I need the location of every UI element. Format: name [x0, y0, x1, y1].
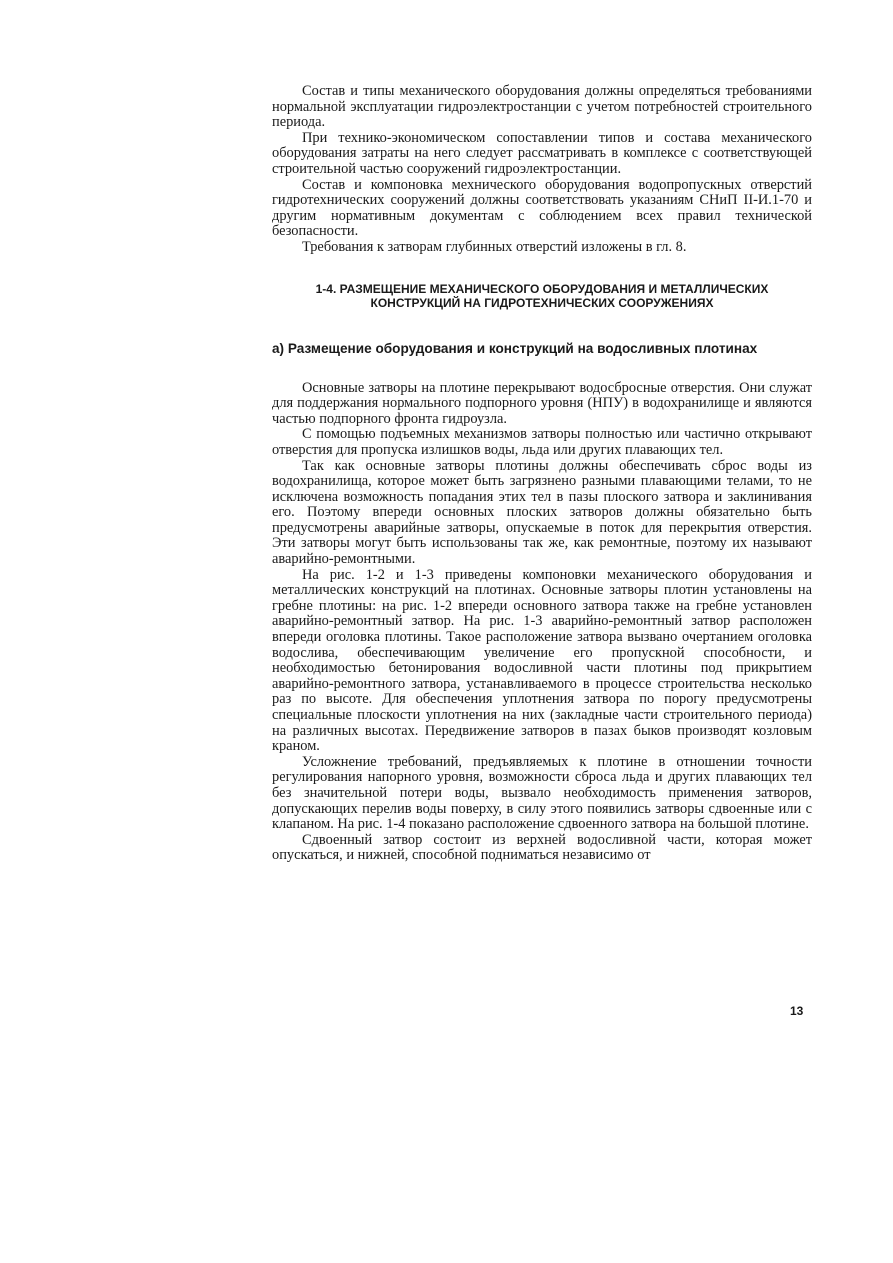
- paragraph: Основные затворы на плотине перекрывают водосбросные отверстия. Они служат для поддержания нормального подпорного уровня (НПУ) в водохранилище и являются частью подпорного фронта гидроузла.: [272, 379, 812, 427]
- paragraph: При технико-экономическом сопоставлении типов и состава механического оборудования затраты на него следует рассматривать в комплексе с соответствующей строительной частью сооружений гидроэлектростанции.: [272, 129, 812, 177]
- intro-paragraphs: [272, 84, 812, 256]
- subsection-heading: а) Размещение оборудования и конструкций на водосливных плотинах: [272, 340, 758, 356]
- paragraph: Так как основные затворы плотины должны обеспечивать сброс воды из водохранилища, которое может быть загрязнено разными плавающими телами, то не исключена возможность попадания этих тел в пазы плоского затвора и заклинивания его. Поэтому впереди основных плоских затворов должны обязательно быть предусмотрены аварийные затворы, опускаемые в поток для перекрытия отверстия. Эти затворы могут быть использованы так же, как ремонтные, поэтому их называют аварийно-ремонтными.: [272, 457, 812, 568]
- main-paragraphs: [272, 381, 812, 864]
- page-body: [272, 84, 812, 864]
- paragraph: Сдвоенный затвор состоит из верхней водосливной части, которая может опускаться, и нижней, способной подниматься независимо от: [272, 831, 812, 864]
- paragraph: Усложнение требований, предъявляемых к плотине в отношении точности регулирования напорного уровня, возможности сброса льда и других плавающих тел без значительной потери воды, вызвало необходимость применения затворов, допускающих перелив воды поверху, в силу этого появились затворы сдвоенные или с клапаном. На рис. 1-4 показано расположение сдвоенного затвора на большой плотине.: [272, 753, 812, 833]
- paragraph: На рис. 1-2 и 1-3 приведены компоновки механического оборудования и металлических конструкций на плотинах. Основные затворы плотин установлены на гребне плотины: на рис. 1-2 впереди основного затвора также на гребне установлен аварийно-ремонтный затвор. На рис. 1-3 аварийно-ремонтный затвор расположен впереди оголовка плотины. Такое расположение затвора вызвано очертанием оголовка водослива, обеспечивающим увеличение его пропускной способности, и необходимостью бетонирования водосливной части плотины под прикрытием аварийно-ремонтного затвора, устанавливаемого в процессе строительства несколько раз по высоте. Для обеспечения уплотнения затвора по порогу предусмотрены специальные плоскости уплотнения на них (закладные части строительного периода) на различных высотах. Передвижение затворов в пазах быков производят козловым краном.: [272, 566, 812, 755]
- paragraph: Состав и типы механического оборудования должны определяться требованиями нормальной эксплуатации гидроэлектростанции с учетом потребностей строительного периода.: [272, 83, 812, 131]
- paragraph: Состав и компоновка мехнического оборудования водопропускных отверстий гидротехнических сооружений должны соответствовать указаниям СНиП II-И.1-70 и другим нормативным документам с соблюдением всех правил технической безопасности.: [272, 176, 812, 240]
- paragraph: С помощью подъемных механизмов затворы полностью или частично открывают отверстия для пропуска излишков воды, льда или других плавающих тел.: [272, 426, 812, 458]
- page-number: 13: [790, 1004, 804, 1018]
- section-heading: 1-4. РАЗМЕЩЕНИЕ МЕХАНИЧЕСКОГО ОБОРУДОВАНИЯ И МЕТАЛЛИЧЕСКИХ КОНСТРУКЦИЙ НА ГИДРОТЕХНИЧЕСКИХ СООРУЖЕНИЯХ: [315, 281, 769, 311]
- paragraph: Требования к затворам глубинных отверстий изложены в гл. 8.: [302, 238, 687, 255]
